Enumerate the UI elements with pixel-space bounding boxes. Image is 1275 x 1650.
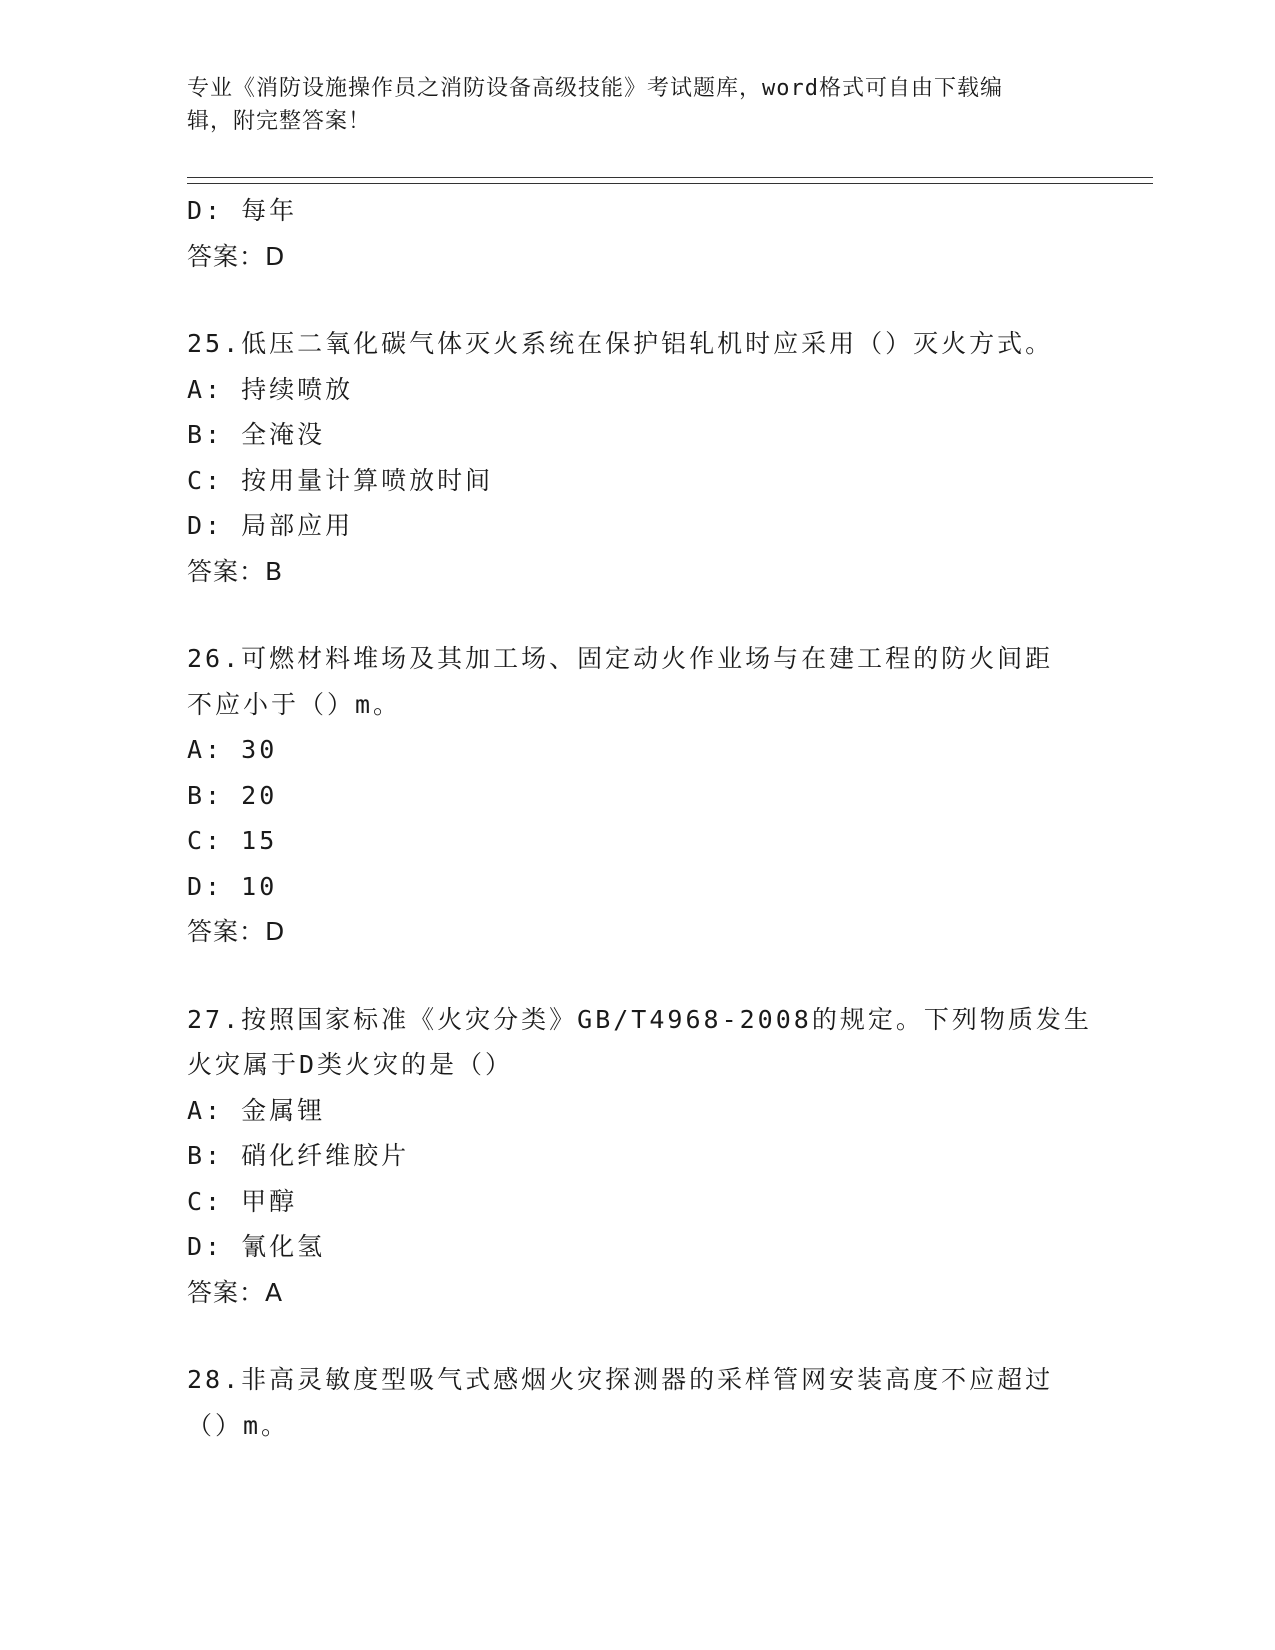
answer: 答案：D	[187, 917, 286, 946]
question-content	[187, 188, 1092, 1448]
question-28	[187, 1357, 1067, 1448]
spacer	[187, 1315, 1067, 1357]
header-divider-bottom	[187, 183, 1153, 184]
option-c: C: 15	[187, 826, 278, 855]
question-text-line: 26.可燃材料堆场及其加工场、固定动火作业场与在建工程的防火间距	[187, 644, 1054, 673]
option-a: A: 金属锂	[187, 1095, 326, 1125]
spacer	[187, 594, 1067, 636]
option-c: C: 甲醇	[187, 1186, 298, 1216]
option-d: D: 局部应用	[187, 511, 354, 540]
question-text-line: 28.非高灵敏度型吸气式感烟火灾探测器的采样管网安装高度不应超过	[187, 1365, 1054, 1394]
option-a: A: 持续喷放	[187, 374, 354, 404]
option-d: D: 10	[187, 871, 278, 901]
answer: 答案：A	[187, 1277, 284, 1307]
header-divider-top	[187, 177, 1153, 178]
question-27	[187, 997, 1092, 1316]
spacer	[187, 955, 1067, 997]
option-b: B: 20	[187, 780, 278, 810]
question-text-line: 25.低压二氧化碳气体灭火系统在保护铝轧机时应采用（）灭火方式。	[187, 329, 1054, 358]
question-text-line: 火灾属于D类火灾的是（）	[187, 1050, 514, 1079]
header-line-1: 专业《消防设施操作员之消防设备高级技能》考试题库，word格式可自由下载编	[187, 76, 1003, 101]
question-26	[187, 636, 1067, 955]
option-d: D: 氰化氢	[187, 1232, 326, 1261]
question-text-line: （）m。	[187, 1410, 290, 1440]
answer: 答案：B	[187, 556, 284, 586]
question-25	[187, 321, 1067, 594]
header-line-2: 辑，附完整答案！	[187, 109, 372, 134]
option-a: A: 30	[187, 735, 278, 764]
spacer	[187, 279, 1067, 321]
option-d: D: 每年	[187, 196, 298, 225]
option-b: B: 全淹没	[187, 420, 326, 449]
question-text-line: 不应小于（）m。	[187, 689, 402, 719]
option-c: C: 按用量计算喷放时间	[187, 465, 494, 495]
option-b: B: 硝化纤维胶片	[187, 1141, 410, 1170]
question-text-line: 27.按照国家标准《火灾分类》GB/T4968-2008的规定。下列物质发生	[187, 1004, 1092, 1034]
answer: 答案：D	[187, 241, 286, 271]
document-header	[187, 72, 1067, 138]
